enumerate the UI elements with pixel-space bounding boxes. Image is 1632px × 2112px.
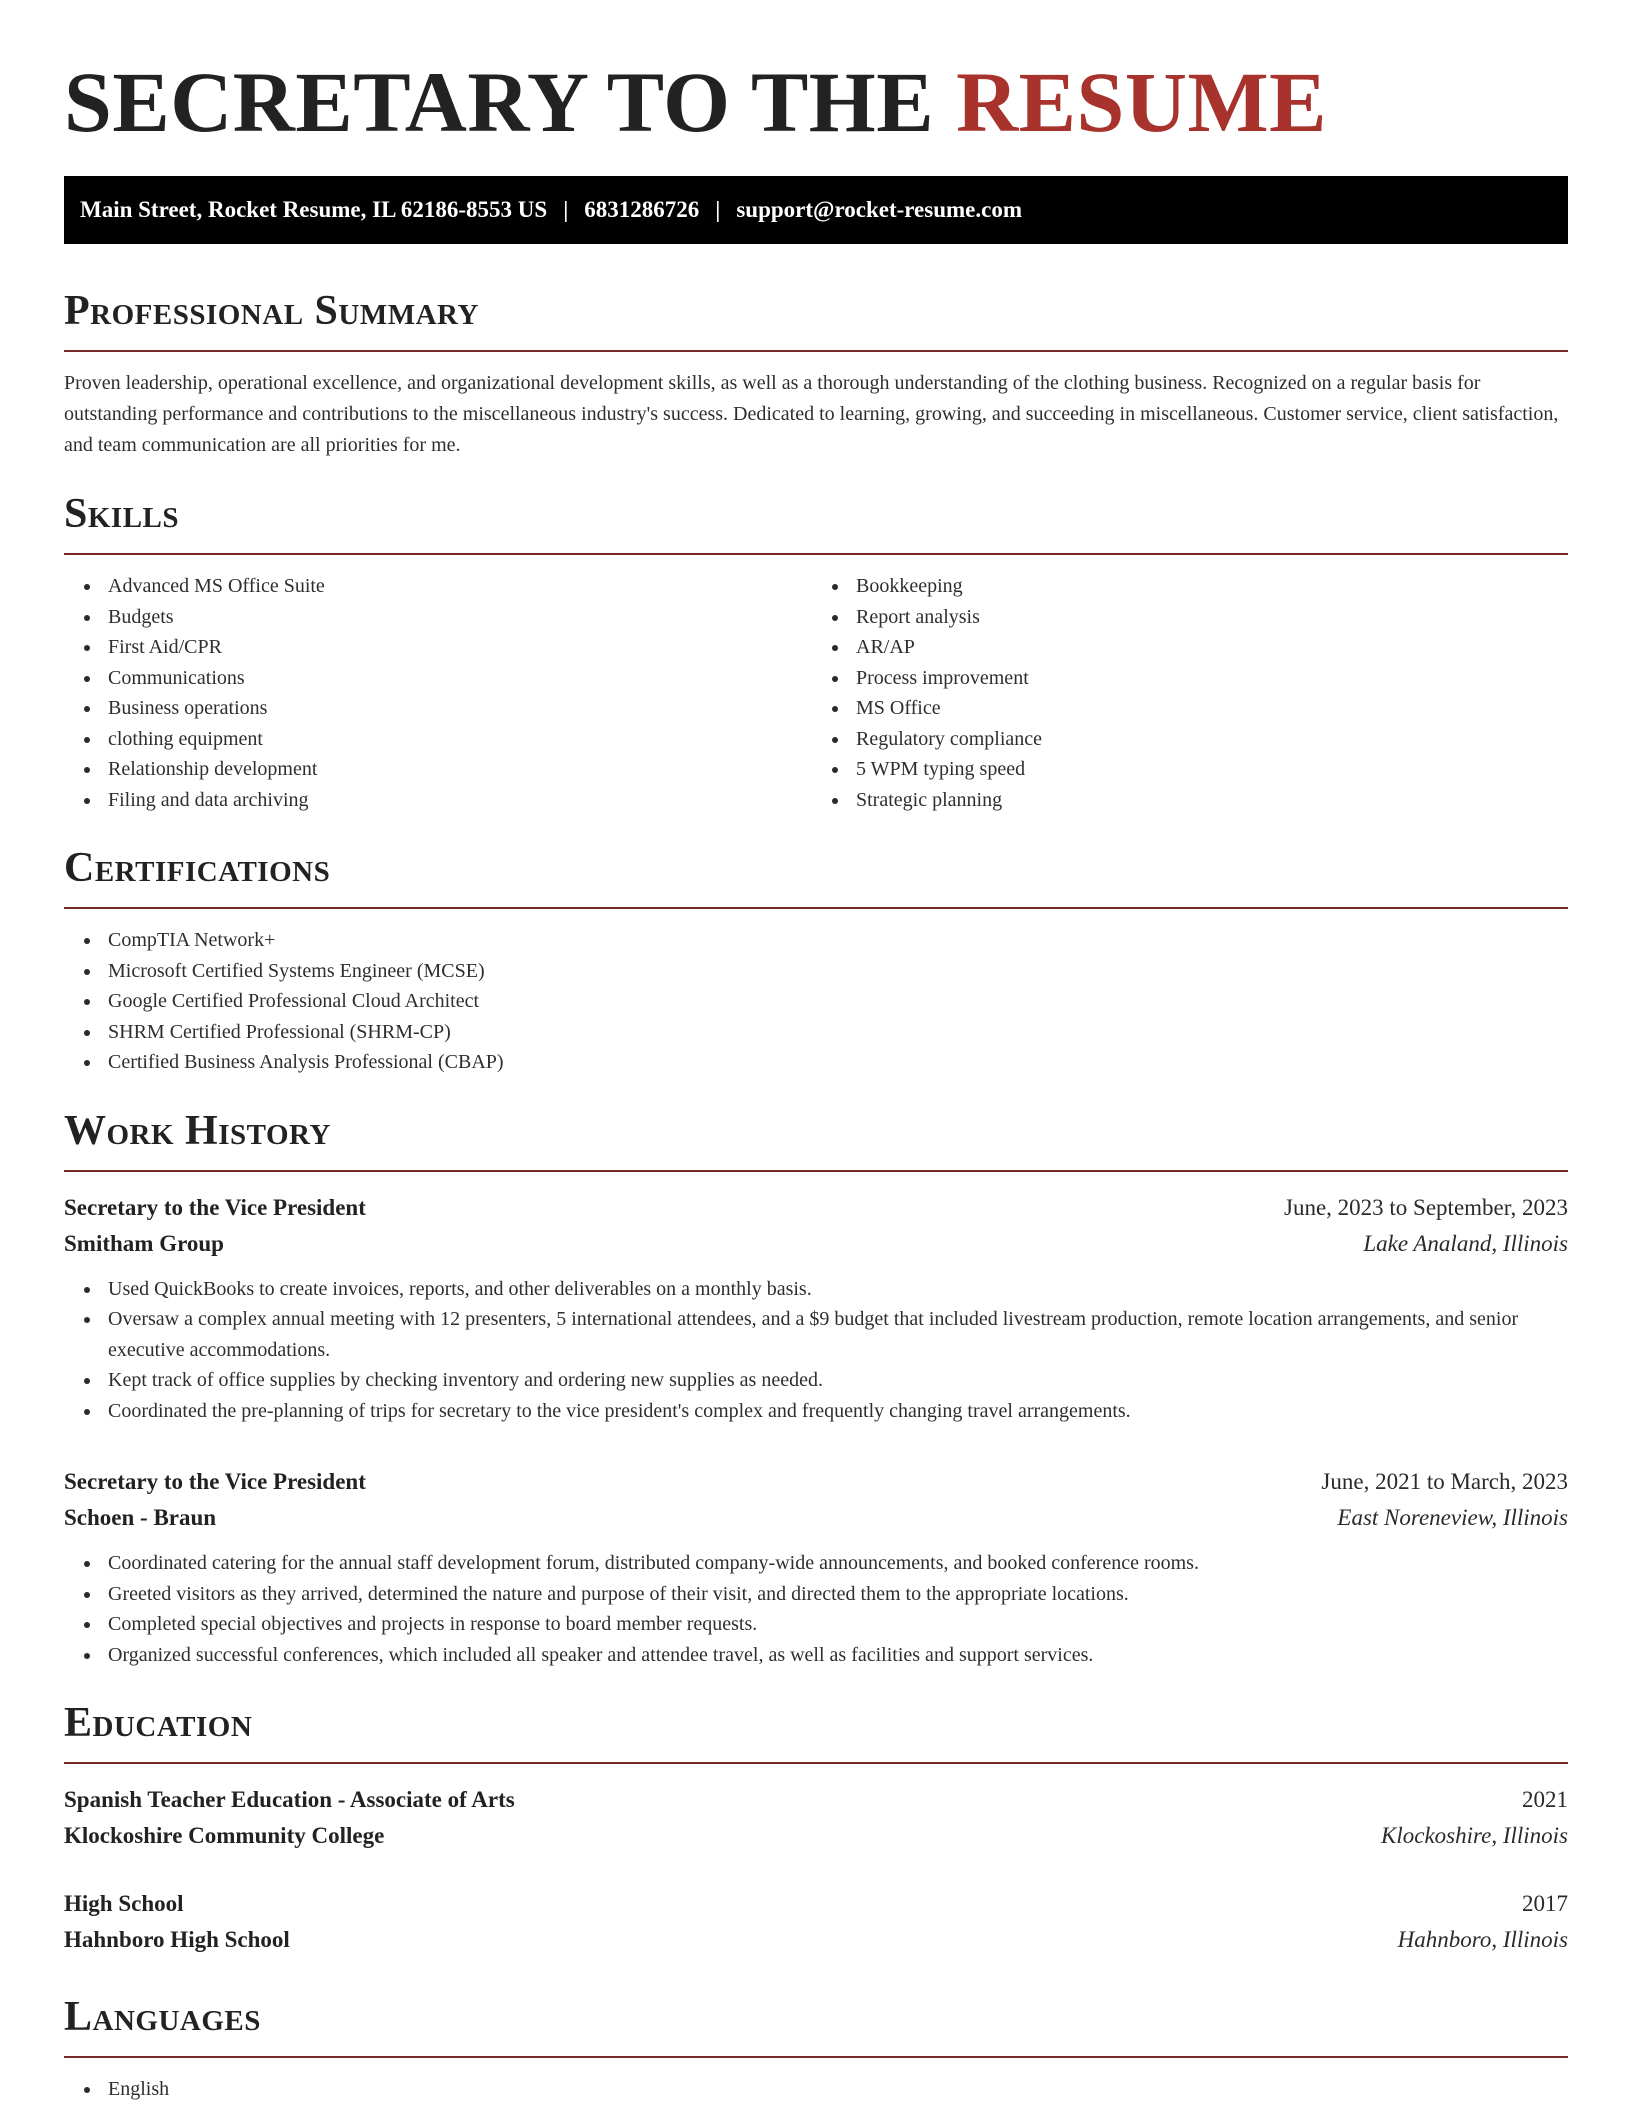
skill-item: Regulatory compliance xyxy=(856,724,1564,755)
job-bullets xyxy=(64,1548,1568,1670)
job-company-row xyxy=(64,1226,1568,1262)
skill-item: Process improvement xyxy=(856,663,1564,694)
job-bullet: Organized successful conferences, which included all speaker and attendee travel, as well as facilities and support services. xyxy=(108,1640,1568,1671)
job-location: East Noreneview, Illinois xyxy=(1337,1505,1568,1530)
skill-item: AR/AP xyxy=(856,632,1564,663)
job-bullet: Kept track of office supplies by checking inventory and ordering new supplies as needed. xyxy=(108,1365,1568,1396)
skill-item: Budgets xyxy=(108,602,816,633)
job-dates: June, 2021 to March, 2023 xyxy=(1321,1469,1568,1494)
section-title-certifications: Certifications xyxy=(64,843,1568,909)
skill-item: Communications xyxy=(108,663,816,694)
contact-separator: | xyxy=(715,197,721,222)
job-bullets xyxy=(64,1274,1568,1427)
skills-grid xyxy=(64,555,1568,815)
job-bullet: Coordinated catering for the annual staff development forum, distributed company-wide announcements, and booked conference rooms. xyxy=(108,1548,1568,1579)
job-entry xyxy=(64,1464,1568,1670)
job-entry xyxy=(64,1190,1568,1427)
certifications-list xyxy=(64,925,1568,1078)
job-bullet: Coordinated the pre-planning of trips for secretary to the vice president's complex and frequently changing travel arrangements. xyxy=(108,1396,1568,1427)
education-entry xyxy=(64,1886,1568,1958)
job-dates: June, 2023 to September, 2023 xyxy=(1284,1194,1568,1220)
job-role: Secretary to the Vice President xyxy=(64,1194,366,1220)
section-title-skills: Skills xyxy=(64,489,1568,555)
education-school: Hahnboro High School xyxy=(64,1927,290,1952)
skill-item: Filing and data archiving xyxy=(108,785,816,816)
contact-email: support@rocket-resume.com xyxy=(736,197,1022,222)
education-header-row xyxy=(64,1886,1568,1922)
skill-item: First Aid/CPR xyxy=(108,632,816,663)
title-main: SECRETARY TO THE xyxy=(64,54,935,150)
education-year: 2021 xyxy=(1522,1787,1568,1812)
education-header-row xyxy=(64,1782,1568,1818)
section-title-languages: Languages xyxy=(64,1992,1568,2058)
summary-section xyxy=(64,286,1568,461)
skill-item: Strategic planning xyxy=(856,785,1564,816)
education-school: Klockoshire Community College xyxy=(64,1823,385,1848)
contact-address: Main Street, Rocket Resume, IL 62186-8553 US xyxy=(80,197,548,222)
job-company-row xyxy=(64,1500,1568,1536)
education-entry xyxy=(64,1782,1568,1854)
education-degree: Spanish Teacher Education - Associate of Arts xyxy=(64,1787,515,1812)
job-company: Schoen - Braun xyxy=(64,1505,217,1530)
contact-bar xyxy=(64,176,1568,244)
job-bullet: Oversaw a complex annual meeting with 12 presenters, 5 international attendees, and a $9 budget that included livestream production, remote location arrangements, and senior executive accommodations. xyxy=(108,1304,1568,1365)
job-company: Smitham Group xyxy=(64,1230,224,1256)
skill-item: 5 WPM typing speed xyxy=(856,754,1564,785)
education-location: Klockoshire, Illinois xyxy=(1381,1823,1568,1848)
section-title-summary: Professional Summary xyxy=(64,286,1568,352)
skills-list-right xyxy=(812,571,1564,815)
skill-item: Advanced MS Office Suite xyxy=(108,571,816,602)
job-header-row xyxy=(64,1190,1568,1226)
job-bullet: Completed special objectives and projects in response to board member requests. xyxy=(108,1609,1568,1640)
languages-section xyxy=(64,1992,1568,2105)
certification-item: SHRM Certified Professional (SHRM-CP) xyxy=(108,1017,1568,1048)
skill-item: Relationship development xyxy=(108,754,816,785)
education-location: Hahnboro, Illinois xyxy=(1397,1927,1568,1952)
job-bullet: Greeted visitors as they arrived, determined the nature and purpose of their visit, and directed them to the appropriate locations. xyxy=(108,1579,1568,1610)
job-role: Secretary to the Vice President xyxy=(64,1469,366,1494)
certification-item: Google Certified Professional Cloud Architect xyxy=(108,986,1568,1017)
education-section xyxy=(64,1698,1568,1958)
resume-title xyxy=(64,52,1568,152)
education-year: 2017 xyxy=(1522,1891,1568,1916)
contact-phone: 6831286726 xyxy=(584,197,700,222)
summary-text: Proven leadership, operational excellence, and organizational development skills, as well as a thorough understanding of the clothing business. Recognized on a regular basis for outstanding performance and contributions to the miscellaneous industry's success. Dedicated to learning, growing, and succeeding in miscellaneous. Customer service, client satisfaction, and team communication are all priorities for me. xyxy=(64,372,1559,456)
language-item: English xyxy=(108,2074,1568,2105)
education-school-row xyxy=(64,1818,1568,1854)
skills-list-left xyxy=(64,571,816,815)
job-header-row xyxy=(64,1464,1568,1500)
skills-section xyxy=(64,489,1568,815)
certifications-section xyxy=(64,843,1568,1078)
skill-item: clothing equipment xyxy=(108,724,816,755)
job-location: Lake Analand, Illinois xyxy=(1363,1230,1568,1256)
work-history-section xyxy=(64,1106,1568,1671)
job-bullet: Used QuickBooks to create invoices, reports, and other deliverables on a monthly basis. xyxy=(108,1274,1568,1305)
certification-item: Certified Business Analysis Professional (CBAP) xyxy=(108,1047,1568,1078)
title-accent: RESUME xyxy=(956,54,1327,150)
contact-separator: | xyxy=(563,197,569,222)
education-school-row xyxy=(64,1922,1568,1958)
skill-item: Business operations xyxy=(108,693,816,724)
skill-item: Report analysis xyxy=(856,602,1564,633)
education-degree: High School xyxy=(64,1891,184,1916)
certification-item: Microsoft Certified Systems Engineer (MCSE) xyxy=(108,956,1568,987)
section-title-work-history: Work History xyxy=(64,1106,1568,1172)
section-title-education: Education xyxy=(64,1698,1568,1764)
certification-item: CompTIA Network+ xyxy=(108,925,1568,956)
skill-item: Bookkeeping xyxy=(856,571,1564,602)
skill-item: MS Office xyxy=(856,693,1564,724)
languages-list xyxy=(64,2074,1568,2105)
